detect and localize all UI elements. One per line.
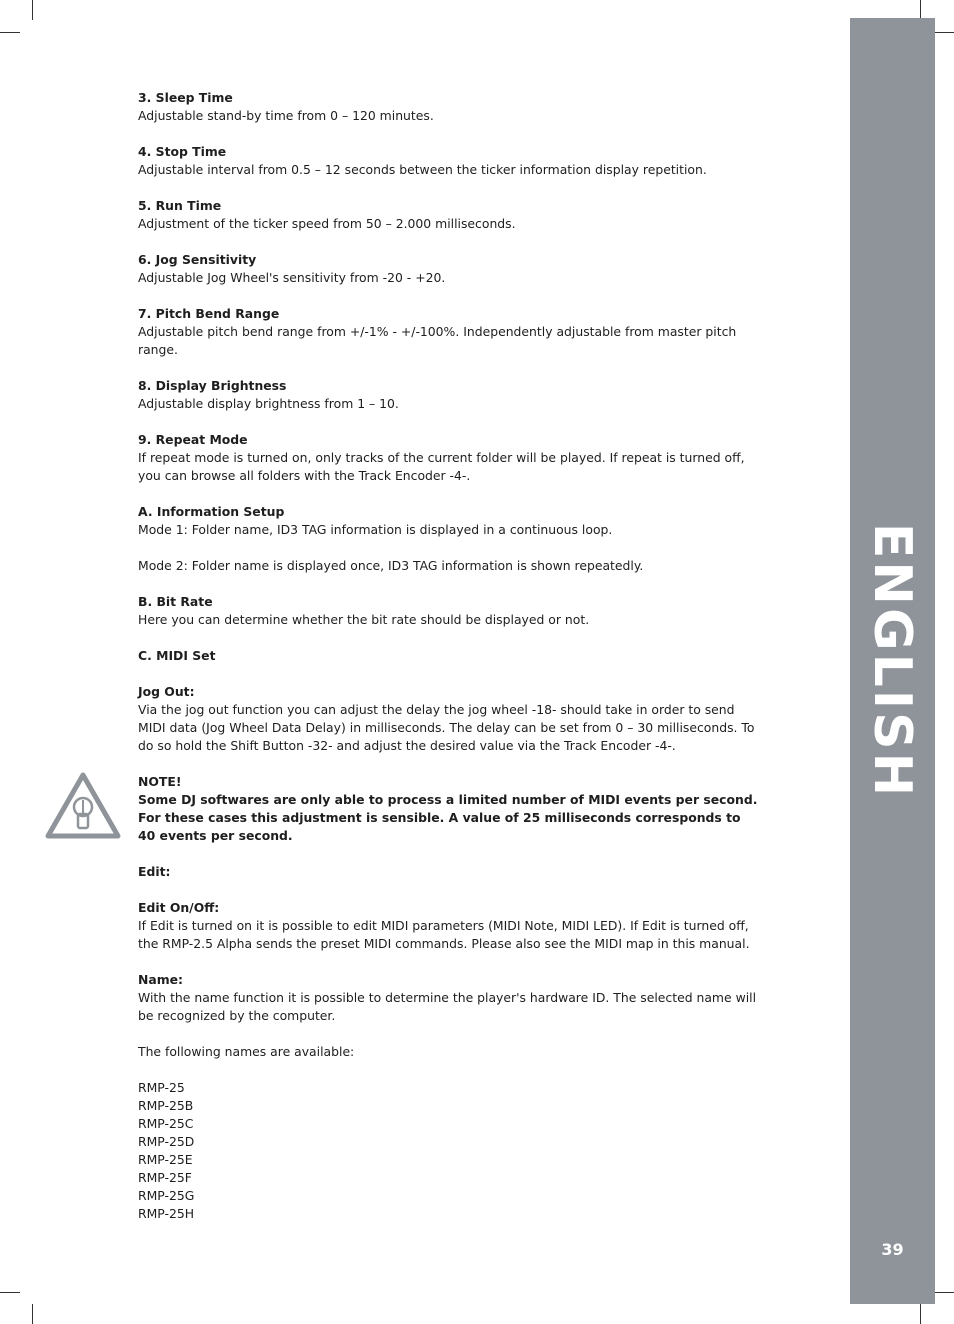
crop-mark	[934, 1292, 954, 1293]
section-text: If repeat mode is turned on, only tracks of the current folder will be played. If repeat is turned off, you can browse all folders with the Track Encoder -4-.	[138, 450, 745, 483]
language-label: ENGLISH	[862, 522, 922, 800]
section-text: Adjustment of the ticker speed from 50 – 2.000 milliseconds.	[138, 216, 516, 231]
crop-mark	[0, 32, 20, 33]
section-text: Adjustable stand-by time from 0 – 120 minutes.	[138, 108, 434, 123]
list-item: RMP-25D	[138, 1134, 195, 1149]
section-heading: Jog Out:	[138, 684, 195, 699]
section-heading: 8. Display Brightness	[138, 378, 287, 393]
manual-section	[138, 647, 758, 665]
crop-mark	[0, 1292, 20, 1293]
section-text: Via the jog out function you can adjust the delay the jog wheel -18- should take in order to send MIDI data (Jog Wheel Data Delay) in milliseconds. The delay can be set from 0 – 30 milliseconds. To do so hold the Shift Button -32- and adjust the desired value via the Track Encoder -4-.	[138, 702, 755, 753]
manual-section	[138, 143, 758, 179]
manual-section	[138, 971, 758, 1025]
manual-section	[138, 503, 758, 539]
section-text: Mode 1: Folder name, ID3 TAG information is displayed in a continuous loop.	[138, 522, 613, 537]
manual-section	[138, 377, 758, 413]
manual-section	[138, 557, 758, 575]
section-heading: Name:	[138, 972, 184, 987]
note-heading: NOTE!	[138, 774, 182, 789]
list-item: RMP-25	[138, 1080, 185, 1095]
list-item: RMP-25E	[138, 1152, 193, 1167]
page-number: 39	[881, 1240, 904, 1259]
section-text: Mode 2: Folder name is displayed once, ID3 TAG information is shown repeatedly.	[138, 558, 644, 573]
warning-triangle-icon	[44, 770, 122, 840]
section-heading: Edit On/Off:	[138, 900, 220, 915]
section-text: Adjustable interval from 0.5 – 12 seconds between the ticker information display repetition.	[138, 162, 707, 177]
language-sidebar	[850, 18, 935, 1304]
crop-mark	[934, 32, 954, 33]
note-block	[138, 773, 758, 845]
manual-section	[138, 593, 758, 629]
section-text: Adjustable pitch bend range from +/-1% - +/-100%. Independently adjustable from master pitch range.	[138, 324, 737, 357]
list-item: RMP-25C	[138, 1116, 194, 1131]
crop-mark	[32, 1304, 33, 1324]
section-heading: 6. Jog Sensitivity	[138, 252, 257, 267]
list-item: RMP-25B	[138, 1098, 194, 1113]
manual-content	[138, 89, 758, 1223]
section-text: Adjustable display brightness from 1 – 10.	[138, 396, 399, 411]
crop-mark	[32, 0, 33, 20]
list-item: RMP-25G	[138, 1188, 195, 1203]
section-heading: C. MIDI Set	[138, 648, 216, 663]
section-heading: 3. Sleep Time	[138, 90, 233, 105]
section-heading: A. Information Setup	[138, 504, 285, 519]
names-list	[138, 1079, 758, 1223]
section-heading: 9. Repeat Mode	[138, 432, 248, 447]
manual-section	[138, 899, 758, 953]
section-heading: 4. Stop Time	[138, 144, 227, 159]
crop-mark	[920, 0, 921, 20]
section-heading: Edit:	[138, 864, 171, 879]
manual-section	[138, 251, 758, 287]
manual-section	[138, 431, 758, 485]
section-text: If Edit is turned on it is possible to edit MIDI parameters (MIDI Note, MIDI LED). If Edit is turned off, the RMP-2.5 Alpha sends the preset MIDI commands. Please also see the MIDI map in this manual.	[138, 918, 750, 951]
manual-section	[138, 305, 758, 359]
manual-section	[138, 197, 758, 233]
manual-section	[138, 89, 758, 125]
section-heading: B. Bit Rate	[138, 594, 213, 609]
manual-section	[138, 683, 758, 755]
section-heading: 7. Pitch Bend Range	[138, 306, 280, 321]
section-text: Adjustable Jog Wheel's sensitivity from -20 - +20.	[138, 270, 446, 285]
section-text: The following names are available:	[138, 1044, 355, 1059]
section-text: With the name function it is possible to determine the player's hardware ID. The selected name will be recognized by the computer.	[138, 990, 757, 1023]
crop-mark	[920, 1304, 921, 1324]
note-text: Some DJ softwares are only able to process a limited number of MIDI events per second. For these cases this adjustment is sensible. A value of 25 milliseconds corresponds to 40 events per second.	[138, 792, 758, 843]
section-heading: 5. Run Time	[138, 198, 222, 213]
manual-section	[138, 1043, 758, 1061]
section-text: Here you can determine whether the bit rate should be displayed or not.	[138, 612, 590, 627]
list-item: RMP-25F	[138, 1170, 192, 1185]
manual-section	[138, 863, 758, 881]
list-item: RMP-25H	[138, 1206, 195, 1221]
